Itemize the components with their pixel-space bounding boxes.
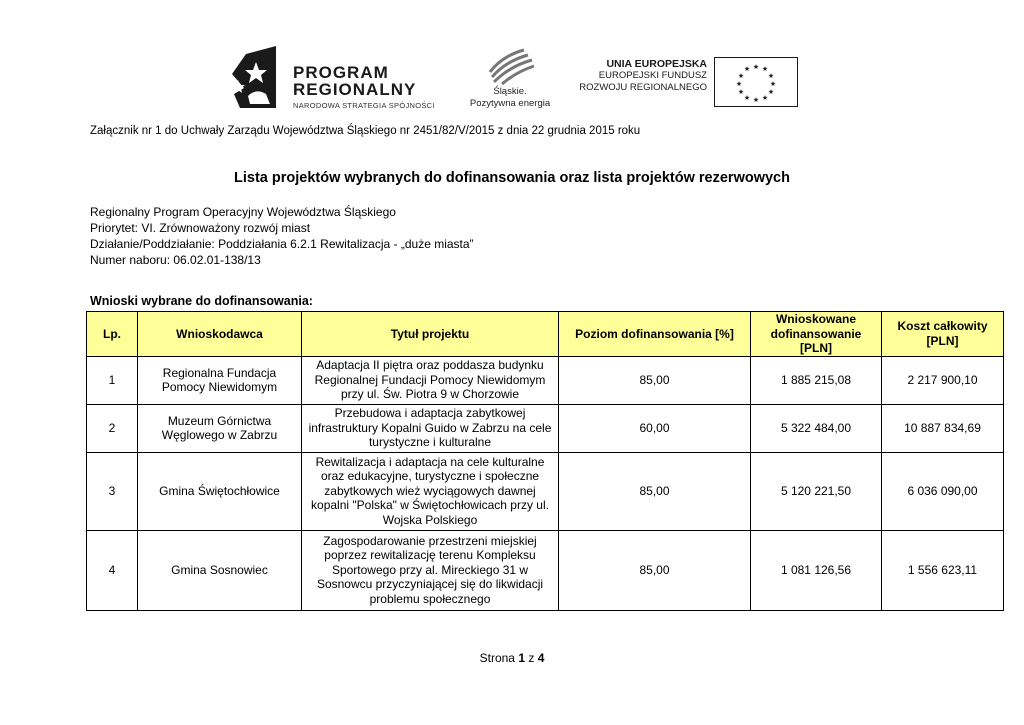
- annex-line: Załącznik nr 1 do Uchwały Zarządu Województwa Śląskiego nr 2451/82/V/2015 z dnia 22 grudnia 2015 roku: [90, 125, 641, 137]
- logo-slaskie-line2: Pozytywna energia: [469, 98, 551, 109]
- cell-lp: 1: [87, 356, 138, 404]
- logo-program-line2: REGIONALNY: [293, 80, 417, 99]
- cell-level: 85,00: [559, 530, 751, 610]
- svg-text:★: ★: [767, 88, 775, 96]
- footer-page-number: 1: [518, 651, 525, 665]
- projects-table: [86, 311, 1004, 611]
- cell-requested: 5 120 221,50: [751, 452, 882, 530]
- eu-fund-logo-text: [572, 58, 707, 94]
- cell-applicant: Gmina Świętochłowice: [138, 452, 302, 530]
- logo-program-line3: NARODOWA STRATEGIA SPÓJNOŚCI: [293, 101, 435, 110]
- svg-text:★: ★: [743, 65, 751, 73]
- logo-slaskie-line1: Śląskie.: [493, 86, 527, 97]
- page-footer: [0, 651, 1024, 666]
- nss-emblem-icon: [226, 44, 288, 116]
- footer-of-word: z: [528, 651, 535, 665]
- table-row: [87, 452, 1004, 530]
- table-row: [87, 404, 1004, 452]
- svg-text:★: ★: [735, 80, 743, 88]
- svg-text:★: ★: [752, 96, 760, 104]
- footer-page-total: 4: [537, 651, 545, 665]
- cell-total: 6 036 090,00: [882, 452, 1004, 530]
- cell-title: Przebudowa i adaptacja zabytkowej infrastruktury Kopalni Guido w Zabrzu na cele turystyczne i kulturalne: [302, 404, 559, 452]
- header-applicant: Wnioskodawca: [138, 312, 302, 357]
- footer-page-word: Strona: [479, 651, 515, 665]
- header-lp: Lp.: [87, 312, 138, 357]
- cell-requested: 1 081 126,56: [751, 530, 882, 610]
- cell-applicant: Gmina Sosnowiec: [138, 530, 302, 610]
- header-total: Koszt całkowity [PLN]: [882, 312, 1004, 357]
- meta-call-number: Numer naboru: 06.02.01-138/13: [90, 253, 261, 267]
- logo-eu-line2: EUROPEJSKI FUNDUSZ: [598, 70, 707, 81]
- cell-title: Rewitalizacja i adaptacja na cele kulturalne oraz edukacyjne, turystyczne i społeczne zabytkowych wież wyciągowych dawnej kopalni "Polska" w Świętochłowicach przy ul. Wojska Polskiego: [302, 452, 559, 530]
- logo-eu-line1: UNIA EUROPEJSKA: [606, 58, 707, 70]
- meta-program: Regionalny Program Operacyjny Województwa Śląskiego: [90, 205, 396, 219]
- cell-lp: 2: [87, 404, 138, 452]
- logo-eu-line3: ROZWOJU REGIONALNEGO: [579, 82, 707, 93]
- meta-priority: Priorytet: VI. Zrównoważony rozwój miast: [90, 221, 311, 235]
- cell-total: 2 217 900,10: [882, 356, 1004, 404]
- svg-text:★: ★: [769, 80, 777, 88]
- meta-action: Działanie/Poddziałanie: Poddziałania 6.2.1 Rewitalizacja - „duże miasta”: [90, 237, 474, 251]
- table-row: [87, 530, 1004, 610]
- document-title: Lista projektów wybranych do dofinansowania oraz lista projektów rezerwowych: [234, 170, 790, 186]
- cell-title: Adaptacja II piętra oraz poddasza budynku Regionalnej Fundacji Pomocy Niewidomym przy ul. Św. Piotra 9 w Chorzowie: [302, 356, 559, 404]
- cell-lp: 4: [87, 530, 138, 610]
- eu-flag-icon: [714, 57, 798, 107]
- header-title: Tytuł projektu: [302, 312, 559, 357]
- section-title: Wnioski wybrane do dofinansowania:: [90, 294, 313, 308]
- svg-text:★: ★: [752, 63, 760, 71]
- header-requested: Wnioskowane dofinansowanie [PLN]: [751, 312, 882, 357]
- svg-text:★: ★: [737, 88, 745, 96]
- cell-requested: 1 885 215,08: [751, 356, 882, 404]
- svg-text:★: ★: [767, 72, 775, 80]
- cell-lp: 3: [87, 452, 138, 530]
- svg-text:★: ★: [743, 94, 751, 102]
- svg-text:★: ★: [761, 94, 769, 102]
- cell-level: 60,00: [559, 404, 751, 452]
- program-regionalny-logo: [226, 44, 456, 116]
- cell-level: 85,00: [559, 356, 751, 404]
- header-level: Poziom dofinansowania [%]: [559, 312, 751, 357]
- table-row: [87, 356, 1004, 404]
- slaskie-logo: [462, 46, 558, 116]
- logo-program-line1: PROGRAM: [293, 63, 389, 82]
- svg-text:★: ★: [761, 65, 769, 73]
- cell-level: 85,00: [559, 452, 751, 530]
- cell-total: 10 887 834,69: [882, 404, 1004, 452]
- call-metadata: [90, 204, 474, 268]
- cell-total: 1 556 623,11: [882, 530, 1004, 610]
- cell-applicant: Muzeum Górnictwa Węglowego w Zabrzu: [138, 404, 302, 452]
- cell-requested: 5 322 484,00: [751, 404, 882, 452]
- cell-title: Zagospodarowanie przestrzeni miejskiej poprzez rewitalizację terenu Kompleksu Sportowego przy al. Mireckiego 31 w Sosnowcu przyczyniającej się do likwidacji problemu społecznego: [302, 530, 559, 610]
- cell-applicant: Regionalna Fundacja Pomocy Niewidomym: [138, 356, 302, 404]
- slaskie-waves-icon: [462, 46, 558, 86]
- svg-text:★: ★: [737, 72, 745, 80]
- table-header-row: [87, 312, 1004, 357]
